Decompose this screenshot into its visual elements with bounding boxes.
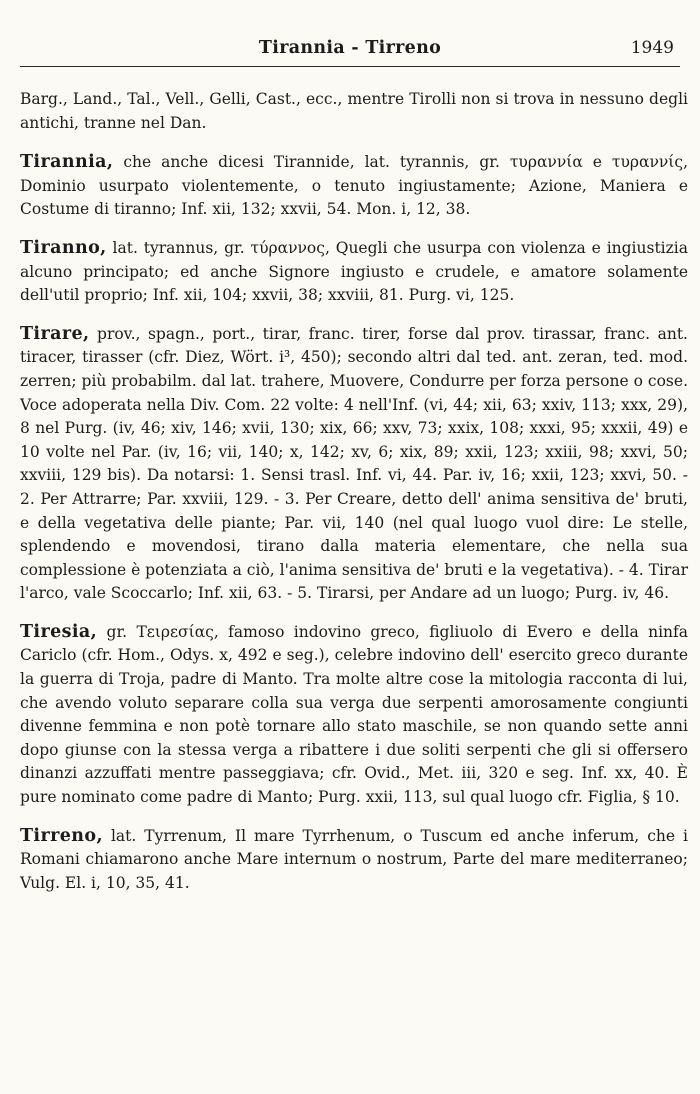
entry-text: lat. Tyrrenum, Il mare Tyrrhenum, o Tuscum ed anche inferum, che i Romani chiamarono anche Mare internum o nostrum, Parte del mare mediterraneo; Vulg. El. i, 10, 35, 41. — [20, 826, 688, 892]
entry-text: gr. Τειρεσίας, famoso indovino greco, figliuolo di Evero e della ninfa Cariclo (cfr. Hom., Odys. x, 492 e seg.), celebre indovino dell' esercito greco durante la guerra di Troja, padre di Manto. Tra molte altre cose la mitologia racconta di lui, che avendo voluto separare colla sua verga due serpenti amorosamente congiunti divenne femmina e non potè tornare allo stato maschile, se non quando sette anni dopo giunse con la stessa verga a ribattere i due soliti serpenti che gli si offersero dinanzi azzuffati mentre passeggiava; cfr. Ovid., Met. iii, 320 e seg. Inf. xx, 40. È pure nominato come padre di Manto; Purg. xxii, 113, sul qual luogo cfr. Figlia, § 10. — [20, 622, 688, 807]
entry-text: lat. tyrannus, gr. τύραννος, Quegli che usurpa con violenza e ingiustizia alcuno principato; ed anche Signore ingiusto e crudele, e amatore solamente dell'util proprio; Inf. xii, 104; xxvii, 38; xxviii, 81. Purg. vi, 125. — [20, 238, 688, 305]
entries-column — [20, 88, 688, 910]
entry-text: che anche dicesi Tirannide, lat. tyrannis, gr. τυραννία e τυραννίς, Dominio usurpato violentemente, o tenuto ingiustamente; Azione, Maniera e Costume di tiranno; Inf. xii, 132; xxvii, 54. Mon. i, 12, 38. — [20, 153, 688, 219]
entry-tirare — [20, 323, 688, 606]
entry-headword: Tirreno, — [20, 825, 103, 846]
entry-headword: Tiranno, — [20, 237, 107, 258]
entry-text: prov., spagn., port., tirar, franc. tirer, forse dal prov. tirassar, franc. ant. tiracer, tirasser (cfr. Diez, Wört. i³, 450); secondo altri dal ted. ant. zeran, ted. mod. zerren; più probabilm. dal lat. trahere, Muovere, Condurre per forza persone o cose. Voce adoperata nella Div. Com. 22 volte: 4 nell'Inf. (vi, 44; xii, 63; xxiv, 113; xxx, 29), 8 nel Purg. (iv, 46; xiv, 146; xvii, 130; xix, 66; xxv, 73; xxix, 108; xxxi, 95; xxxii, 49) e 10 volte nel Par. (iv, 16; vii, 140; x, 142; xv, 6; xix, 89; xxii, 123; xxiii, 98; xxvi, 50; xxviii, 129 bis). Da notarsi: 1. Sensi trasl. Inf. vi, 44. Par. iv, 16; xxii, 123; xxvi, 50. - 2. Per Attrarre; Par. xxviii, 129. - 3. Per Creare, detto dell' anima sensitiva de' bruti, e della vegetativa delle piante; Par. vii, 140 (nel qual luogo vuol dire: Le stelle, splendendo e movendosi, tirano dalla materia elementare, che nella sua complessione è potenziata a ciò, l'anima sensitiva de' bruti e la vegetativa). - 4. Tirar l'arco, vale Scoccarlo; Inf. xii, 63. - 5. Tirarsi, per Andare ad un luogo; Purg. iv, 46. — [20, 324, 688, 603]
entry-tirreno — [20, 825, 688, 896]
header-rule — [20, 66, 680, 67]
entry-headword: Tiresia, — [20, 621, 98, 642]
entry-headword: Tirannia, — [20, 152, 114, 173]
entry-tirannia — [20, 151, 688, 222]
running-head — [20, 38, 680, 60]
running-title: Tirannia - Tirreno — [258, 38, 442, 58]
entry-tiresia — [20, 621, 688, 810]
entry-tiranno — [20, 237, 688, 308]
continuation-text: Barg., Land., Tal., Vell., Gelli, Cast., ecc., mentre Tirolli non si trova in nessuno degli antichi, tranne nel Dan. — [20, 90, 688, 132]
page-number: 1949 — [630, 38, 674, 58]
entry-headword: Tirare, — [20, 323, 90, 344]
continuation-paragraph — [20, 88, 688, 135]
